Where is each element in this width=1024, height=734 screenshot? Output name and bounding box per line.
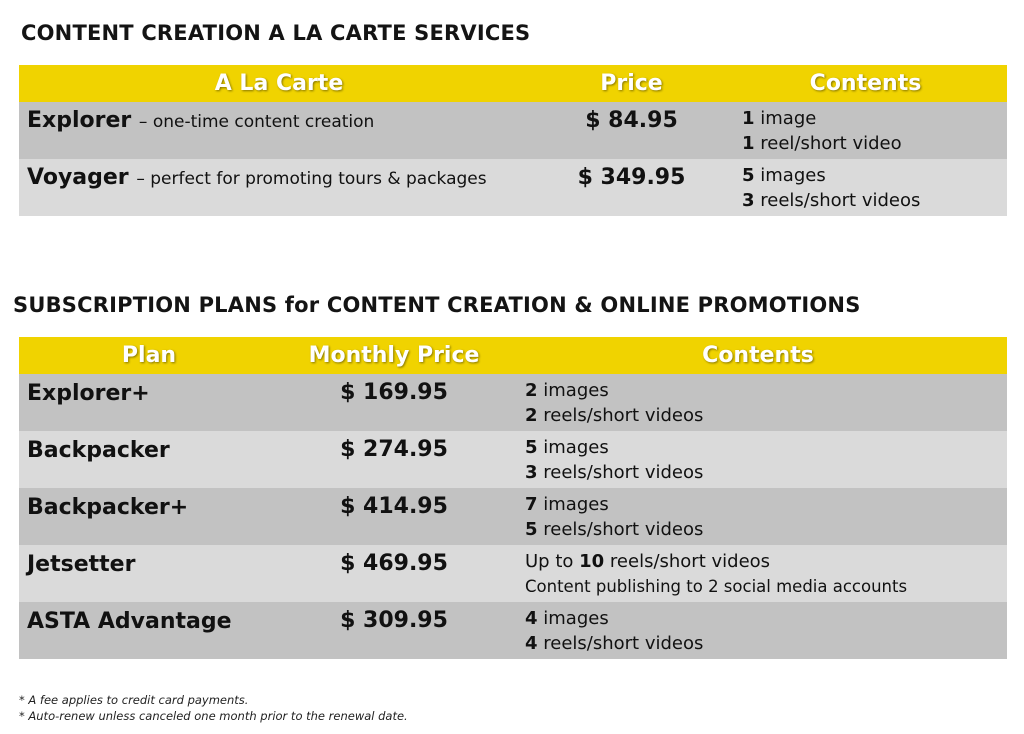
plan-price: $ 309.95 — [279, 602, 509, 659]
service-price: $ 84.95 — [539, 102, 724, 159]
plan-name: Explorer+ — [19, 374, 279, 431]
plan-price: $ 414.95 — [279, 488, 509, 545]
footnote: * A fee applies to credit card payments. — [19, 693, 249, 707]
header-plan: Plan — [19, 337, 279, 374]
service-title: Voyager — [27, 165, 129, 190]
plan-contents: 2 images 2 reels/short videos — [509, 374, 1007, 431]
alacarte-header-row — [19, 65, 1007, 102]
footnote: * Auto-renew unless canceled one month prior to the renewal date. — [19, 709, 408, 723]
alacarte-title: CONTENT CREATION A LA CARTE SERVICES — [21, 21, 531, 45]
header-alacarte: A La Carte — [19, 65, 539, 102]
subscription-header-row — [19, 337, 1007, 374]
service-contents: 1 image 1 reel/short video — [724, 102, 1007, 159]
table-row — [19, 102, 1007, 159]
table-row — [19, 374, 1007, 431]
service-name — [19, 102, 539, 159]
subscription-title: SUBSCRIPTION PLANS for CONTENT CREATION & ONLINE PROMOTIONS — [13, 293, 861, 317]
service-desc: – perfect for promoting tours & packages — [136, 169, 487, 189]
table-row — [19, 488, 1007, 545]
plan-contents: Up to 10 reels/short videos Content publishing to 2 social media accounts — [509, 545, 1007, 602]
plan-price: $ 274.95 — [279, 431, 509, 488]
plan-name: Backpacker — [19, 431, 279, 488]
plan-name: Jetsetter — [19, 545, 279, 602]
plan-contents: 4 images 4 reels/short videos — [509, 602, 1007, 659]
table-row — [19, 545, 1007, 602]
service-desc: – one-time content creation — [138, 112, 375, 132]
plan-price: $ 169.95 — [279, 374, 509, 431]
header-monthly-price: Monthly Price — [279, 337, 509, 374]
plan-name: ASTA Advantage — [19, 602, 279, 659]
header-contents: Contents — [509, 337, 1007, 374]
plan-contents: 7 images 5 reels/short videos — [509, 488, 1007, 545]
service-contents: 5 images 3 reels/short videos — [724, 159, 1007, 216]
service-name — [19, 159, 539, 216]
table-row — [19, 431, 1007, 488]
footnotes — [19, 692, 408, 724]
service-title: Explorer — [27, 108, 132, 133]
header-price: Price — [539, 65, 724, 102]
subscription-table — [19, 337, 1007, 659]
alacarte-table — [19, 65, 1007, 216]
plan-price: $ 469.95 — [279, 545, 509, 602]
service-price: $ 349.95 — [539, 159, 724, 216]
header-contents: Contents — [724, 65, 1007, 102]
plan-name: Backpacker+ — [19, 488, 279, 545]
table-row — [19, 602, 1007, 659]
table-row — [19, 159, 1007, 216]
plan-contents: 5 images 3 reels/short videos — [509, 431, 1007, 488]
